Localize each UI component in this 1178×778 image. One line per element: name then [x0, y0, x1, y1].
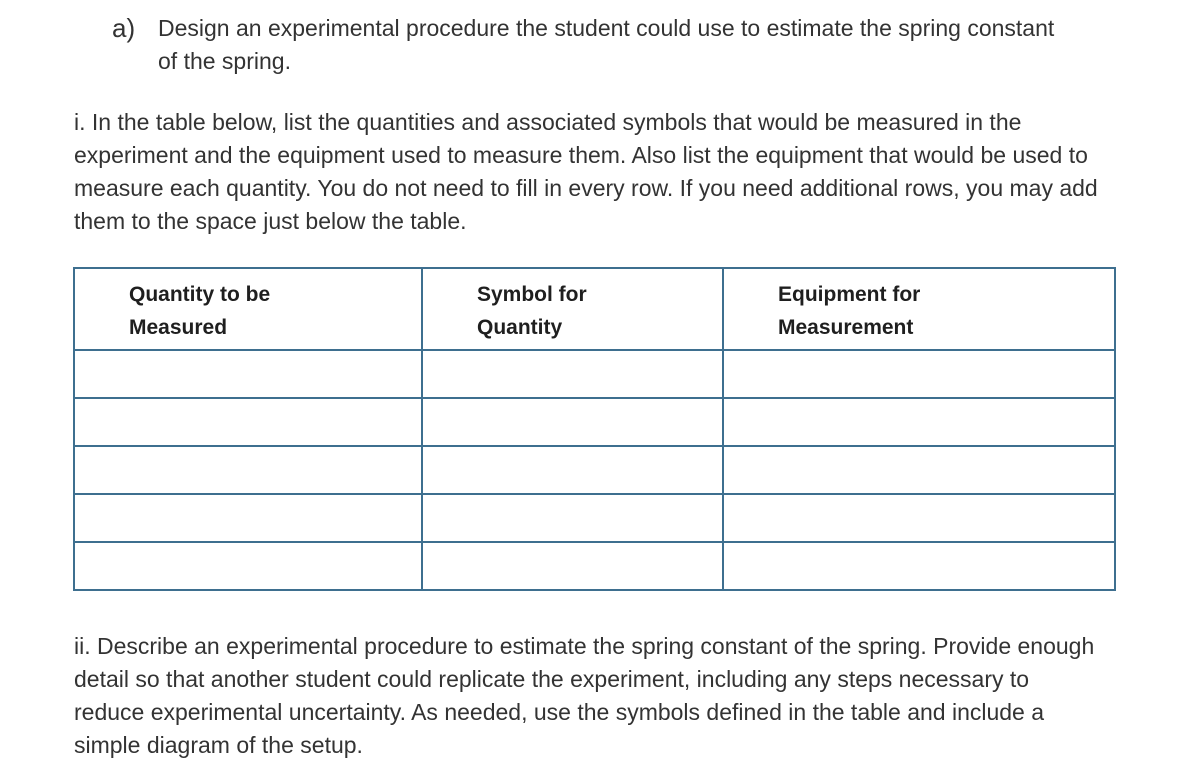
header-equipment-line2: Measurement: [778, 316, 914, 339]
table-row: [74, 494, 1115, 542]
table-cell-equipment[interactable]: [723, 398, 1115, 446]
table-cell-symbol[interactable]: [422, 542, 723, 590]
table-cell-quantity[interactable]: [74, 350, 422, 398]
table-cell-equipment[interactable]: [723, 446, 1115, 494]
table-cell-quantity[interactable]: [74, 494, 422, 542]
measurement-table: [73, 267, 1116, 591]
table-row: [74, 398, 1115, 446]
header-equipment: [723, 268, 1115, 350]
table-cell-quantity[interactable]: [74, 542, 422, 590]
header-symbol-line1: Symbol for: [477, 283, 587, 306]
table-cell-equipment[interactable]: [723, 350, 1115, 398]
table-cell-quantity[interactable]: [74, 398, 422, 446]
table-header-row: [74, 268, 1115, 350]
table-row: [74, 542, 1115, 590]
table-row: [74, 350, 1115, 398]
table-cell-symbol[interactable]: [422, 446, 723, 494]
measurement-table-container: [73, 267, 1114, 598]
table-cell-quantity[interactable]: [74, 446, 422, 494]
header-quantity-line2: Measured: [129, 316, 228, 339]
question-a-marker: a): [112, 13, 136, 43]
table-cell-equipment[interactable]: [723, 542, 1115, 590]
header-equipment-line1: Equipment for: [778, 283, 921, 306]
table-cell-equipment[interactable]: [723, 494, 1115, 542]
question-a: [112, 12, 1112, 78]
header-symbol-line2: Quantity: [477, 316, 563, 339]
question-a-text: Design an experimental procedure the student could use to estimate the spring constant of the spring.: [158, 15, 1055, 74]
part-i-instructions: i. In the table below, list the quantities and associated symbols that would be measured in the experiment and the equipment used to measure them. Also list the equipment that would be used to measure each quantity. You do not need to fill in every row. If you need additional rows, you may add them to the space just below the table.: [74, 109, 1098, 234]
table-row: [74, 446, 1115, 494]
header-quantity-line1: Quantity to be: [129, 283, 271, 306]
table-cell-symbol[interactable]: [422, 350, 723, 398]
table-cell-symbol[interactable]: [422, 494, 723, 542]
table-cell-symbol[interactable]: [422, 398, 723, 446]
part-ii-instructions: ii. Describe an experimental procedure to estimate the spring constant of the spring. Provide enough detail so that another student could replicate the experiment, including any steps necessary to reduce experimental uncertainty. As needed, use the symbols defined in the table and include a simple diagram of the setup.: [74, 633, 1095, 758]
header-symbol: [422, 268, 723, 350]
header-quantity: [74, 268, 422, 350]
